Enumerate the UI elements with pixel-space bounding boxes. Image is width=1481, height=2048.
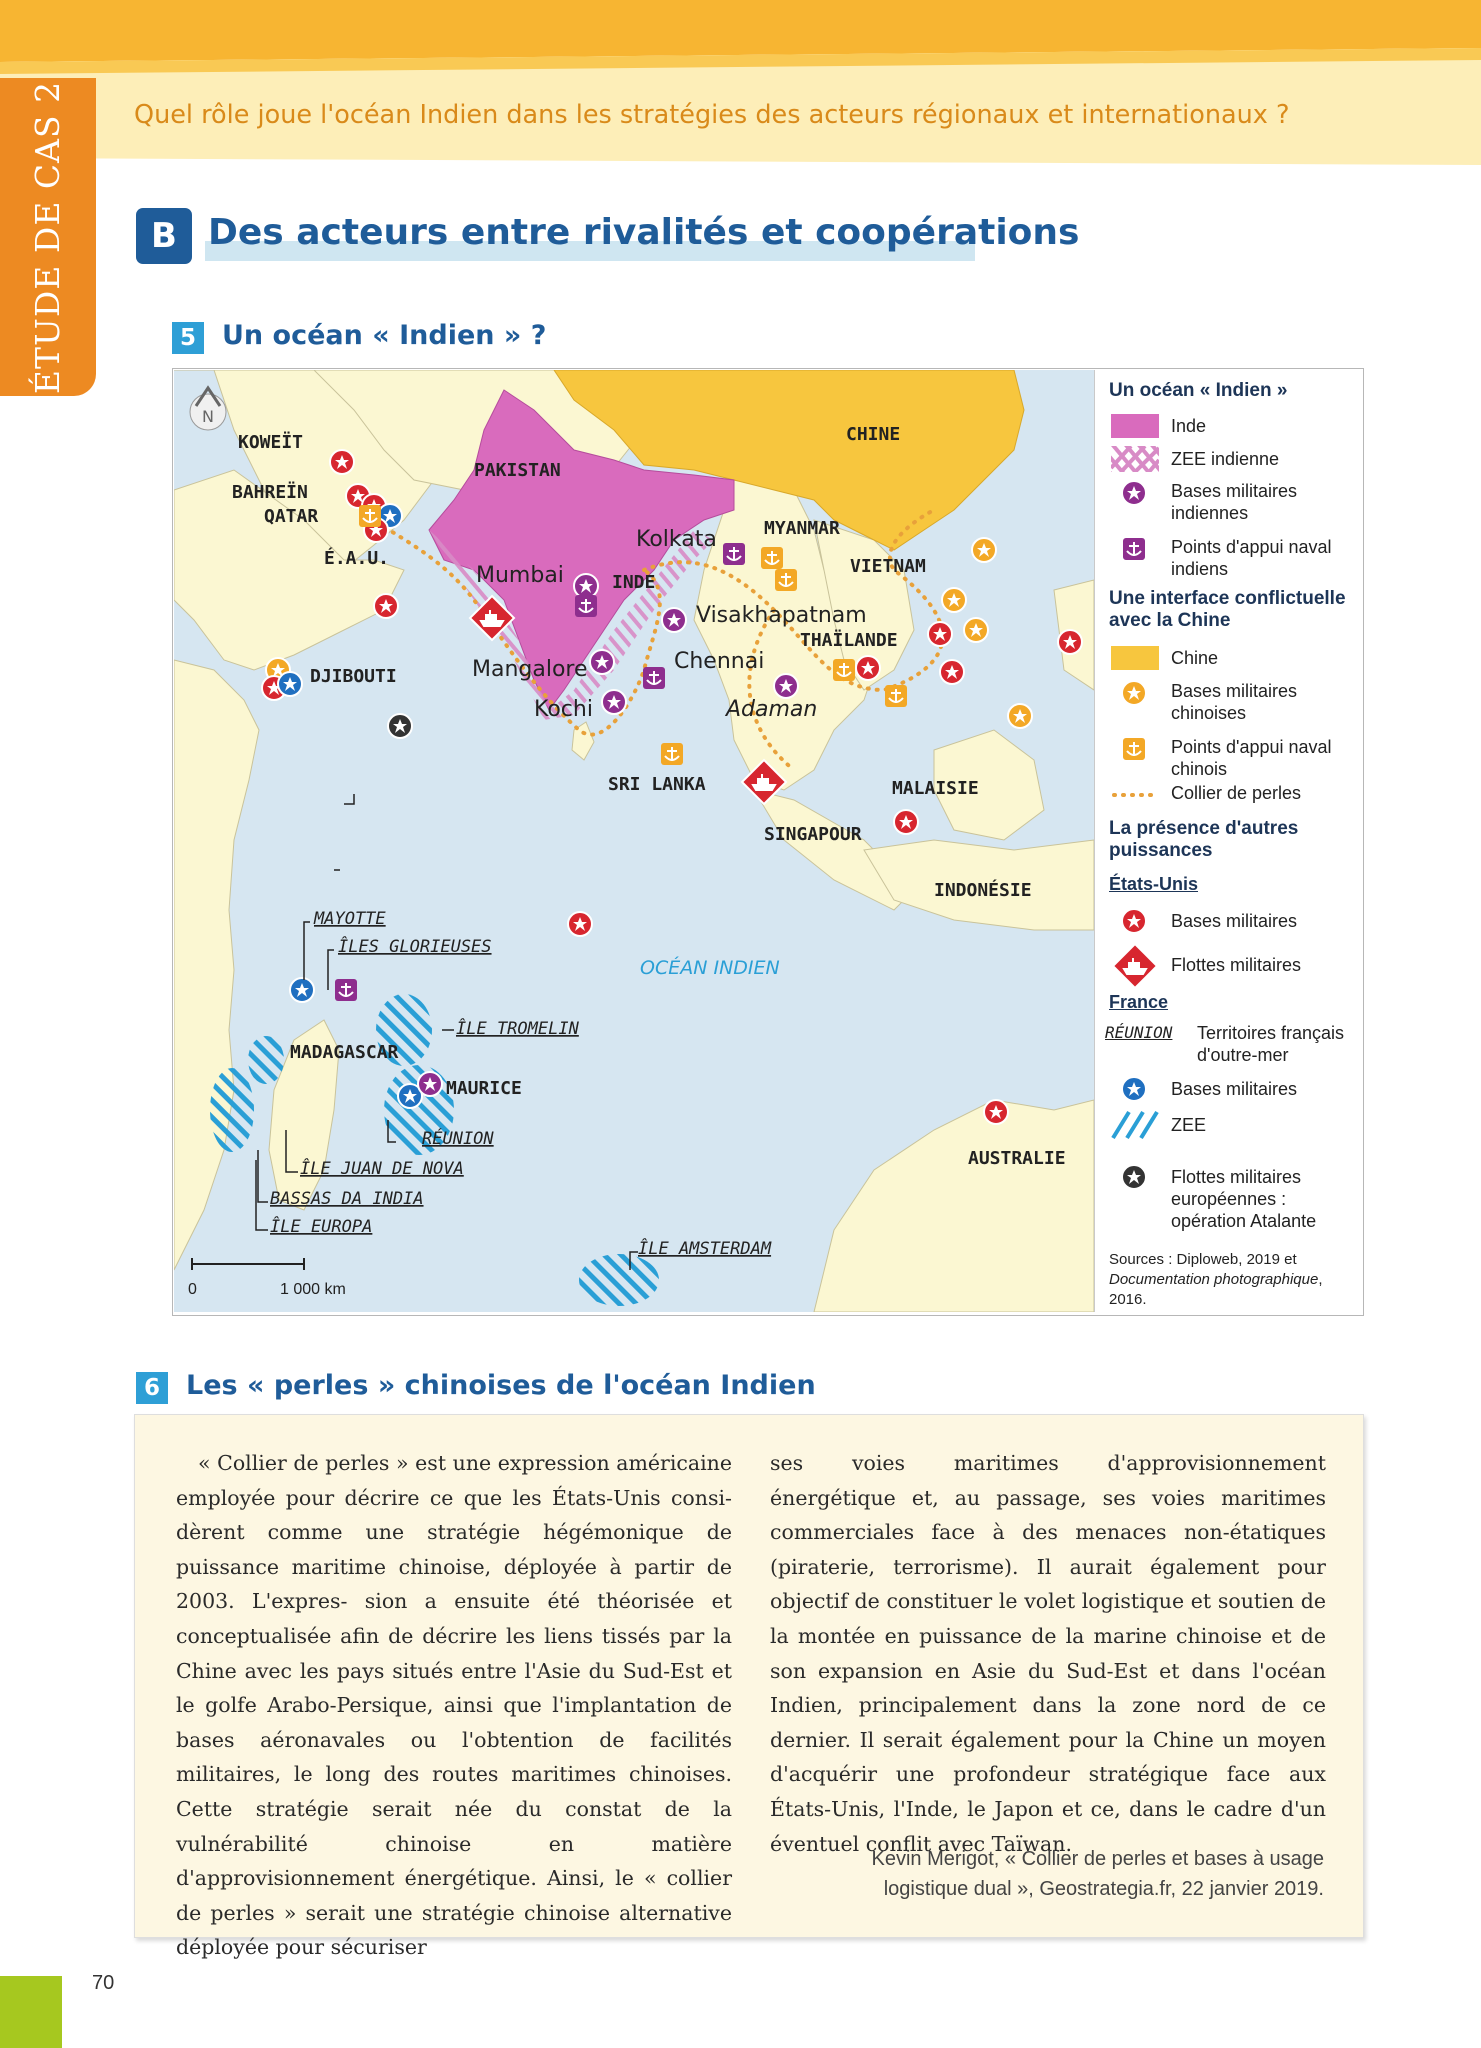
- in-naval-point-marker: [575, 595, 597, 617]
- legend-section-autres: La présence d'autres puissances: [1109, 818, 1299, 861]
- us-base-marker: [1058, 630, 1082, 654]
- fr-base-marker: [290, 978, 314, 1002]
- legend-swatch-chine: [1111, 646, 1159, 670]
- cn-naval-point-marker: [885, 685, 907, 707]
- legend-fr-bases: Bases militaires: [1171, 1079, 1298, 1099]
- us-base-marker: [894, 810, 918, 834]
- label-mayotte: MAYOTTE: [314, 909, 386, 929]
- legend-icon-cn-anchor: [1119, 734, 1149, 764]
- legend-appui-chinois: Points d'appui naval chinois: [1171, 737, 1332, 779]
- page-corner-marker: [0, 1976, 62, 2048]
- label-qatar: QATAR: [264, 506, 319, 527]
- legend-zee-indienne: ZEE indienne: [1171, 449, 1280, 469]
- doc-title: Un océan « Indien » ?: [222, 320, 547, 351]
- legend-swatch-zee-indienne: [1111, 446, 1159, 472]
- legend-collier: Collier de perles: [1171, 783, 1302, 803]
- fr-base-marker: [278, 672, 302, 696]
- text-column-right: [770, 1446, 1326, 1861]
- label-glorieuses: ÎLES GLORIEUSES: [338, 937, 492, 957]
- in-naval-point-marker: [335, 979, 357, 1001]
- label-eau: É.A.U.: [324, 548, 390, 569]
- legend-title: Un océan « Indien »: [1109, 380, 1288, 401]
- label-mangalore: Mangalore: [472, 657, 588, 682]
- legend-icon-collier: [1111, 790, 1161, 800]
- lesson-question: Quel rôle joue l'océan Indien dans les stratégies des acteurs régionaux et internationaux ?: [134, 100, 1290, 130]
- label-pakistan: PAKISTAN: [474, 460, 561, 481]
- label-malaisie: MALAISIE: [892, 778, 979, 799]
- text-column-left: [176, 1446, 732, 1965]
- legend-chine: Chine: [1171, 648, 1219, 668]
- in-base-marker: [774, 674, 798, 698]
- cn-base-marker: [1008, 704, 1032, 728]
- citation: Kevin Merigot, « Collier de perles et bases à usage logistique dual », Geostrategia.fr, 22 janvier 2019.: [871, 1848, 1324, 1900]
- legend-zee: ZEE: [1171, 1115, 1207, 1135]
- us-base-marker: [856, 656, 880, 680]
- doc-number-badge: 6: [136, 1372, 168, 1404]
- cn-naval-point-marker: [775, 569, 797, 591]
- us-base-marker: [984, 1100, 1008, 1124]
- legend-icon-eu-fleet: [1119, 1162, 1149, 1192]
- eu-fleet-marker: [388, 714, 412, 738]
- label-inde: INDE: [612, 572, 656, 593]
- section-title: Des acteurs entre rivalités et coopérations: [208, 212, 1080, 253]
- doc-number-badge: 5: [172, 322, 204, 354]
- in-naval-point-marker: [723, 543, 745, 565]
- indian-ocean-map: [174, 370, 1094, 1312]
- label-mumbai: Mumbai: [476, 563, 564, 588]
- us-base-marker: [928, 622, 952, 646]
- label-bahrein: BAHREÏN: [232, 482, 308, 503]
- legend-france: France: [1109, 992, 1169, 1012]
- us-base-marker: [940, 660, 964, 684]
- label-kolkata: Kolkata: [636, 527, 717, 552]
- label-australie: AUSTRALIE: [968, 1148, 1066, 1169]
- label-koweit: KOWEÏT: [238, 432, 304, 453]
- in-base-marker: [662, 608, 686, 632]
- label-vietnam: VIETNAM: [850, 556, 926, 577]
- us-base-marker: [330, 450, 354, 474]
- legend-inde: Inde: [1171, 416, 1207, 436]
- legend-icon-us-fleet: [1111, 942, 1159, 990]
- label-europa: ÎLE EUROPA: [270, 1217, 373, 1237]
- cn-base-marker: [942, 588, 966, 612]
- cn-naval-point-marker: [359, 505, 381, 527]
- legend-icon-us-base: [1119, 906, 1149, 936]
- label-amsterdam: ÎLE AMSTERDAM: [638, 1239, 772, 1259]
- legend-reunion-sample: RÉUNION: [1105, 1023, 1173, 1042]
- in-naval-point-marker: [643, 667, 665, 689]
- legend-icon-in-anchor: [1119, 534, 1149, 564]
- legend-sources: Sources : Diploweb, 2019 et Documentation photographique, 2016.: [1109, 1251, 1323, 1308]
- label-bassas-da-india: BASSAS DA INDIA: [270, 1189, 424, 1209]
- cn-base-marker: [964, 618, 988, 642]
- scale-zero: 0: [188, 1281, 197, 1298]
- label-visakhapatnam: Visakhapatnam: [696, 603, 867, 628]
- in-base-marker: [590, 650, 614, 674]
- us-base-marker: [374, 594, 398, 618]
- label-tromelin: ÎLE TROMELIN: [456, 1019, 579, 1039]
- north-label: N: [202, 407, 214, 426]
- label-kochi: Kochi: [534, 697, 593, 722]
- label-maurice: MAURICE: [446, 1078, 522, 1099]
- label-ocean: OCÉAN INDIEN: [640, 957, 780, 979]
- cn-naval-point-marker: [761, 547, 783, 569]
- legend-swatch-inde: [1111, 414, 1159, 438]
- legend-us-bases: Bases militaires: [1171, 911, 1298, 931]
- label-indonesie: INDONÉSIE: [934, 880, 1032, 901]
- label-reunion: RÉUNION: [422, 1129, 494, 1149]
- legend-icon-in-base: [1119, 478, 1149, 508]
- paragraph-left: « Collier de perles » est une expression américaine employée pour décrire ce que les États-Unis consi- dèrent comme une stratégie hégémonique de puissance maritime chinoise, déployée à partir de 2003. L'expres- sion a ensuite été théorisée et conceptualisée afin de décrire les liens tissés par la Chine avec les pays situés entre l'Asie du Sud-Est et le golfe Arabo-Persique, ainsi que l'implantation de bases aéronavales ou l'obtention de facilités militaires, le long des routes maritimes chinoises. Cette stratégie serait née du constat de la vulnérabilité chinoise en matière d'approvisionnement énergétique. Ainsi, le « collier de perles » serait une stratégie chinoise alternative déployée pour sécuriser: [176, 1451, 732, 1960]
- legend-bases-chinoises: Bases militaires chinoises: [1171, 681, 1298, 723]
- case-study-label: ÉTUDE DE CAS 2: [28, 80, 68, 394]
- doc-title: Les « perles » chinoises de l'océan Indien: [186, 1370, 816, 1401]
- label-thailande: THAÏLANDE: [800, 630, 898, 651]
- legend-territoires: Territoires français d'outre-mer: [1197, 1023, 1345, 1065]
- scale-label: 1 000 km: [280, 1281, 346, 1298]
- paragraph-right: ses voies maritimes d'approvisionnement énergétique et, au passage, ses voies maritimes commerciales face à des menaces non-étatiques (piraterie, terrorisme). Il aurait également pour objectif de constituer le volet logistique et soutien de la montée en puissance de la marine chinoise et de son expansion en Asie du Sud-Est et dans l'océan Indien, principalement dans la zone nord de ce dernier. Il serait également pour la Chine un moyen d'acquérir une profondeur stratégique face aux États-Unis, l'Inde, le Japon et ce, dans le cadre d'un éventuel conflit avec Taïwan.: [770, 1451, 1326, 1856]
- in-base-marker: [574, 574, 598, 598]
- legend-bases-indiennes: Bases militaires indiennes: [1171, 481, 1298, 523]
- in-base-marker: [602, 690, 626, 714]
- cn-base-marker: [972, 538, 996, 562]
- cn-naval-point-marker: [833, 659, 855, 681]
- legend-us-flottes: Flottes militaires: [1171, 955, 1302, 975]
- label-chine: CHINE: [846, 424, 901, 445]
- legend-icon-fr-base: [1119, 1074, 1149, 1104]
- label-sri-lanka: SRI LANKA: [608, 774, 706, 795]
- label-adaman: Adaman: [726, 697, 818, 722]
- legend-etats-unis: États-Unis: [1109, 874, 1199, 894]
- label-djibouti: DJIBOUTI: [310, 666, 397, 687]
- legend-appui-indiens: Points d'appui naval indiens: [1171, 537, 1332, 579]
- legend-flottes-eu: Flottes militaires européennes : opération Atalante: [1171, 1167, 1317, 1231]
- us-base-marker: [568, 912, 592, 936]
- cn-naval-point-marker: [661, 743, 683, 765]
- label-myanmar: MYANMAR: [764, 518, 840, 539]
- header-band: [0, 0, 1481, 170]
- map-legend: [1094, 370, 1363, 1312]
- legend-icon-cn-base: [1119, 678, 1149, 708]
- label-singapour: SINGAPOUR: [764, 824, 862, 845]
- label-juan-de-nova: ÎLE JUAN DE NOVA: [300, 1159, 464, 1179]
- section-badge: B: [136, 208, 192, 264]
- page-number: 70: [92, 1972, 115, 1994]
- in-base-marker: [418, 1072, 442, 1096]
- legend-swatch-zee: [1111, 1110, 1161, 1140]
- label-madagascar: MADAGASCAR: [290, 1042, 399, 1063]
- legend-section-chine: Une interface conflictuelle avec la Chine: [1109, 588, 1346, 631]
- label-chennai: Chennai: [674, 649, 765, 674]
